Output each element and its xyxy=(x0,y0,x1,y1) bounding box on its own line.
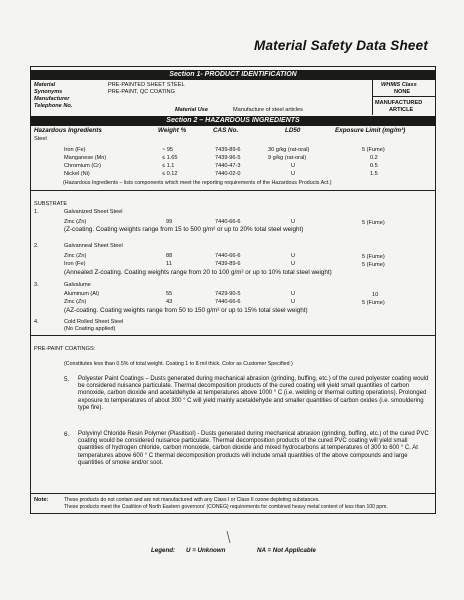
material-label: Material xyxy=(34,82,56,88)
header-ingredients: Hazardous Ingredients xyxy=(34,127,102,134)
steel-cas-0: 7439-89-6 xyxy=(215,147,241,153)
header-weight: Weight % xyxy=(158,127,187,134)
sub2-cas-0: 7440-66-6 xyxy=(215,253,241,259)
sub2-name-1: Iron (Fe) xyxy=(64,261,86,267)
steel-ld50-2: U xyxy=(291,163,296,169)
whmis-label: WHMIS Class xyxy=(381,82,417,88)
sub2-ld50-0: U xyxy=(291,253,296,259)
steel-name-0: Iron (Fe) xyxy=(64,147,86,153)
prepaint-rule xyxy=(30,335,436,336)
note-rule xyxy=(30,493,436,494)
sub1-name-0: Zinc (Zn) xyxy=(64,219,87,225)
sub2-num: 2. xyxy=(34,243,39,249)
note-line1: These products do not contain and are not manufactured with any Class I or Class II ozone depleting substances. xyxy=(64,497,320,503)
legend-na: NA = Not Applicable xyxy=(257,547,316,554)
sub2-exp-1: 5 (Fume) xyxy=(362,262,385,268)
sub1-cas-0: 7440-66-6 xyxy=(215,219,241,225)
sub3-weight-1: 43 xyxy=(166,299,173,305)
steel-label: Steel xyxy=(34,136,47,142)
steel-weight-0: ~ 95 xyxy=(162,147,174,153)
material-use-value: Manufacture of steel articles xyxy=(233,107,303,113)
sub3-title: Galvalume xyxy=(64,282,91,288)
steel-ld50-0: 30 g/kg (rat-oral) xyxy=(268,147,310,153)
steel-name-1: Manganese (Mn) xyxy=(64,155,107,161)
sub3-ld50-1: U xyxy=(291,299,296,305)
sub3-name-0: Aluminum (Al) xyxy=(64,291,100,297)
prepaint-note: (Constitutes less than 0.5% of total weight. Coating 1 to 8 mil thick. Color as Customer Specified ) xyxy=(64,361,293,367)
item6-num: 6. xyxy=(64,431,70,438)
sub3-cas-0: 7429-90-5 xyxy=(215,291,241,297)
sub2-weight-0: 88 xyxy=(166,253,173,259)
hazard-note: (Hazardous Ingredients – lists components which meet the reporting requirements of the Hazardous Products Act.) xyxy=(63,180,332,186)
sub3-num: 3. xyxy=(34,282,39,288)
section2-band: Section 2 – HAZARDOUS INGREDIENTS xyxy=(30,116,436,126)
material-use-label: Material Use xyxy=(175,107,208,113)
sub3-name-1: Zinc (Zn) xyxy=(64,299,87,305)
steel-cas-3: 7440-02-0 xyxy=(215,171,241,177)
document-title: Material Safety Data Sheet xyxy=(254,38,429,53)
sub2-exp-0: 5 (Fume) xyxy=(362,254,385,260)
steel-exp-0: 5 (Fume) xyxy=(362,147,385,153)
section1-band: Section 1- PRODUCT IDENTIFICATION xyxy=(30,70,436,80)
sub2-name-0: Zinc (Zn) xyxy=(64,253,87,259)
substrate-rule xyxy=(30,190,436,191)
item6-text: Polyvinyl Chloride Resin Polymer (Plasitisol) - Dusts generated during mechanical abrasion (grinding, buffing, etc.) of the cured PVC coating would be considered nuisance particulate. Thermal decomposition products of the cured PVC coating will yield small quantities of hydrogen chloride, carbon monoxide, carbon dioxide and mixed hydrocarbons at temperatures of 300 to 600 ° C. At temperatures above 600 ° C thermal decomposition products will include small quantities of the above compounds and large quantities of smoke and/or soot. xyxy=(78,431,429,466)
steel-weight-3: ≤ 0.12 xyxy=(162,171,178,177)
prepaint-heading: PRE-PAINT COATINGS: xyxy=(34,346,96,352)
sub3-exp-1: 5 (Fume) xyxy=(362,300,385,306)
header-cas: CAS No. xyxy=(213,127,239,134)
item5-num: 5. xyxy=(64,376,70,383)
sub4-note: (No Coating applied) xyxy=(64,326,116,332)
sub1-title: Galvanized Sheet Steel xyxy=(64,209,123,215)
note-line2: These products meet the Coalition of North Eastern governors' (CONEG) requirements for combined heavy metal content of less than 100 ppm. xyxy=(64,504,388,510)
whmis-rule xyxy=(372,96,436,97)
header-ld50: LD50 xyxy=(285,127,301,134)
sub1-note: (Z-coating. Coating weights range from 15 to 500 g/m² or up to 20% total steel weight) xyxy=(64,226,304,233)
sub1-ld50-0: U xyxy=(291,219,296,225)
sub1-num: 1. xyxy=(34,209,39,215)
steel-exp-1: 0.2 xyxy=(370,155,378,161)
sub3-ld50-0: U xyxy=(291,291,296,297)
telephone-label: Telephone No. xyxy=(34,103,73,109)
sub2-ld50-1: U xyxy=(291,261,296,267)
article-line1: MANUFACTURED xyxy=(375,100,423,106)
note-label: Note: xyxy=(34,497,49,503)
sub4-title: Cold Rolled Sheet Steel xyxy=(64,319,124,325)
whmis-divider xyxy=(372,80,373,115)
whmis-value: NONE xyxy=(394,89,411,95)
steel-ld50-1: 9 g/kg (rat-oral) xyxy=(268,155,307,161)
steel-exp-3: 1.5 xyxy=(370,171,378,177)
legend-u: U = Unknown xyxy=(186,547,226,554)
legend-label: Legend: xyxy=(151,547,176,554)
header-exposure: Exposure Limit (mg/m³) xyxy=(335,127,406,134)
sub2-cas-1: 7439-89-6 xyxy=(215,261,241,267)
material-value: PRE-PAINTED SHEET STEEL xyxy=(108,82,185,88)
sub2-title: Galvanneal Sheet Steel xyxy=(64,243,123,249)
substrate-label: SUBSTRATE xyxy=(34,201,68,207)
steel-cas-1: 7439-96-5 xyxy=(215,155,241,161)
sub2-note: (Annealed Z-coating. Coating weights range from 20 to 100 g/m² or up to 10% total steel weight) xyxy=(64,269,332,276)
steel-cas-2: 7440-47-3 xyxy=(215,163,241,169)
sub1-weight-0: 99 xyxy=(166,219,173,225)
steel-weight-1: ≤ 1.65 xyxy=(162,155,178,161)
sub4-num: 4. xyxy=(34,319,39,325)
sub3-cas-1: 7440-66-6 xyxy=(215,299,241,305)
steel-ld50-3: U xyxy=(291,171,296,177)
steel-name-3: Nickel (Ni) xyxy=(64,171,90,177)
steel-exp-2: 0.5 xyxy=(370,163,378,169)
sub3-exp-0: 10 xyxy=(372,292,379,298)
steel-name-2: Chromium (Cr) xyxy=(64,163,101,169)
manufacturer-label: Manufacturer xyxy=(34,96,70,102)
sub2-weight-1: 11 xyxy=(166,261,172,267)
sub3-note: (AZ-coating. Coating weights range from 50 to 150 g/m² or up to 15% total steel weight) xyxy=(64,307,308,314)
steel-weight-2: ≤ 1.1 xyxy=(162,163,175,169)
article-line2: ARTICLE xyxy=(389,107,414,113)
sub1-exp-0: 5 (Fume) xyxy=(362,220,385,226)
synonyms-label: Synonyms xyxy=(34,89,63,95)
item5-text: Polyester Paint Coatings – Dusts generated during mechanical abrasion (grinding, buffing, etc.) of the cured polyester coating would be considered nuisance particulate. Thermal decomposition products of the cured coating will yield small quantities of carbon monoxide, carbon dioxide and acetaldehyde at temperatures above 1000 ° C (i.e. welding or thermal cutting operations). Prolonged exposure to temperatures of about 300 ° C will yield mainly acetaldehyde and smaller quantities of carbon oxides (i.e. smouldering type fire). xyxy=(78,376,429,411)
pen-mark xyxy=(226,530,232,544)
sub3-weight-0: 55 xyxy=(166,291,173,297)
synonyms-value: PRE-PAINT, QC COATING xyxy=(108,89,175,95)
